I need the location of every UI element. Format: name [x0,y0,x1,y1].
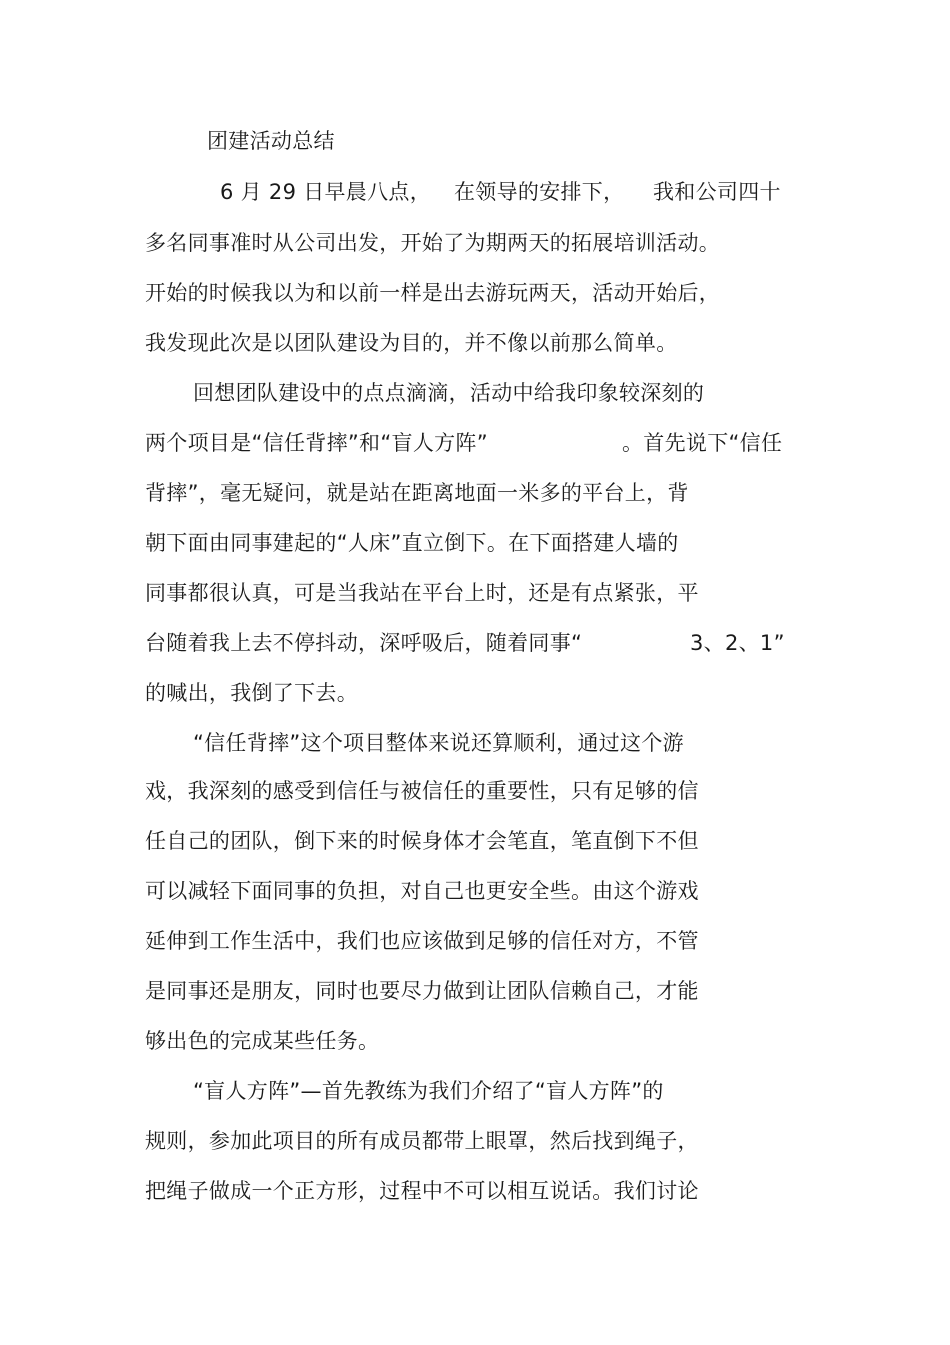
paragraph-2-line-6b: 3、2、1” [690,631,785,655]
paragraph-4-line-2: 规则，参加此项目的所有成员都带上眼罩，然后找到绳子， [145,1129,699,1153]
paragraph-2-line-3: 背摔”，毫无疑问，就是站在距离地面一米多的平台上，背 [145,481,689,505]
paragraph-2-line-6a: 台随着我上去不停抖动，深呼吸后，随着同事“ [145,631,583,655]
paragraph-4-line-3: 把绳子做成一个正方形，过程中不可以相互说话。我们讨论 [145,1179,699,1203]
paragraph-2-line-4: 朝下面由同事建起的“人床”直立倒下。在下面搭建人墙的 [145,531,679,555]
paragraph-1-line-3: 开始的时候我以为和以前一样是出去游玩两天，活动开始后， [145,281,721,305]
paragraph-2-line-2b: 。首先说下“信任 [622,431,783,455]
paragraph-3-line-1: “信任背摔”这个项目整体来说还算顺利，通过这个游 [193,731,684,755]
paragraph-1-line-1c: 我和公司四十 [653,180,781,204]
paragraph-2-line-7: 的喊出，我倒了下去。 [145,681,358,705]
paragraph-4-line-1: “盲人方阵”—首先教练为我们介绍了“盲人方阵”的 [193,1079,664,1103]
paragraph-1-line-1b: 在领导的安排下， [454,180,625,204]
paragraph-2-line-2a: 两个项目是“信任背摔”和“盲人方阵” [145,431,488,455]
document-title: 团建活动总结 [207,129,335,153]
paragraph-1-line-2: 多名同事准时从公司出发，开始了为期两天的拓展培训活动。 [145,231,721,255]
paragraph-1-line-1a: 6 月 29 日早晨八点， [220,180,432,204]
paragraph-2-line-5: 同事都很认真，可是当我站在平台上时，还是有点紧张，平 [145,581,699,605]
paragraph-1-line-4: 我发现此次是以团队建设为目的，并不像以前那么简单。 [145,331,678,355]
paragraph-3-line-4: 可以减轻下面同事的负担，对自己也更安全些。由这个游戏 [145,879,699,903]
paragraph-3-line-5: 延伸到工作生活中，我们也应该做到足够的信任对方，不管 [145,929,699,953]
paragraph-3-line-6: 是同事还是朋友，同时也要尽力做到让团队信赖自己，才能 [145,979,699,1003]
paragraph-3-line-3: 任自己的团队，倒下来的时候身体才会笔直，笔直倒下不但 [145,829,699,853]
paragraph-2-line-1: 回想团队建设中的点点滴滴，活动中给我印象较深刻的 [193,381,705,405]
paragraph-3-line-7: 够出色的完成某些任务。 [145,1029,380,1053]
paragraph-3-line-2: 戏，我深刻的感受到信任与被信任的重要性，只有足够的信 [145,779,699,803]
